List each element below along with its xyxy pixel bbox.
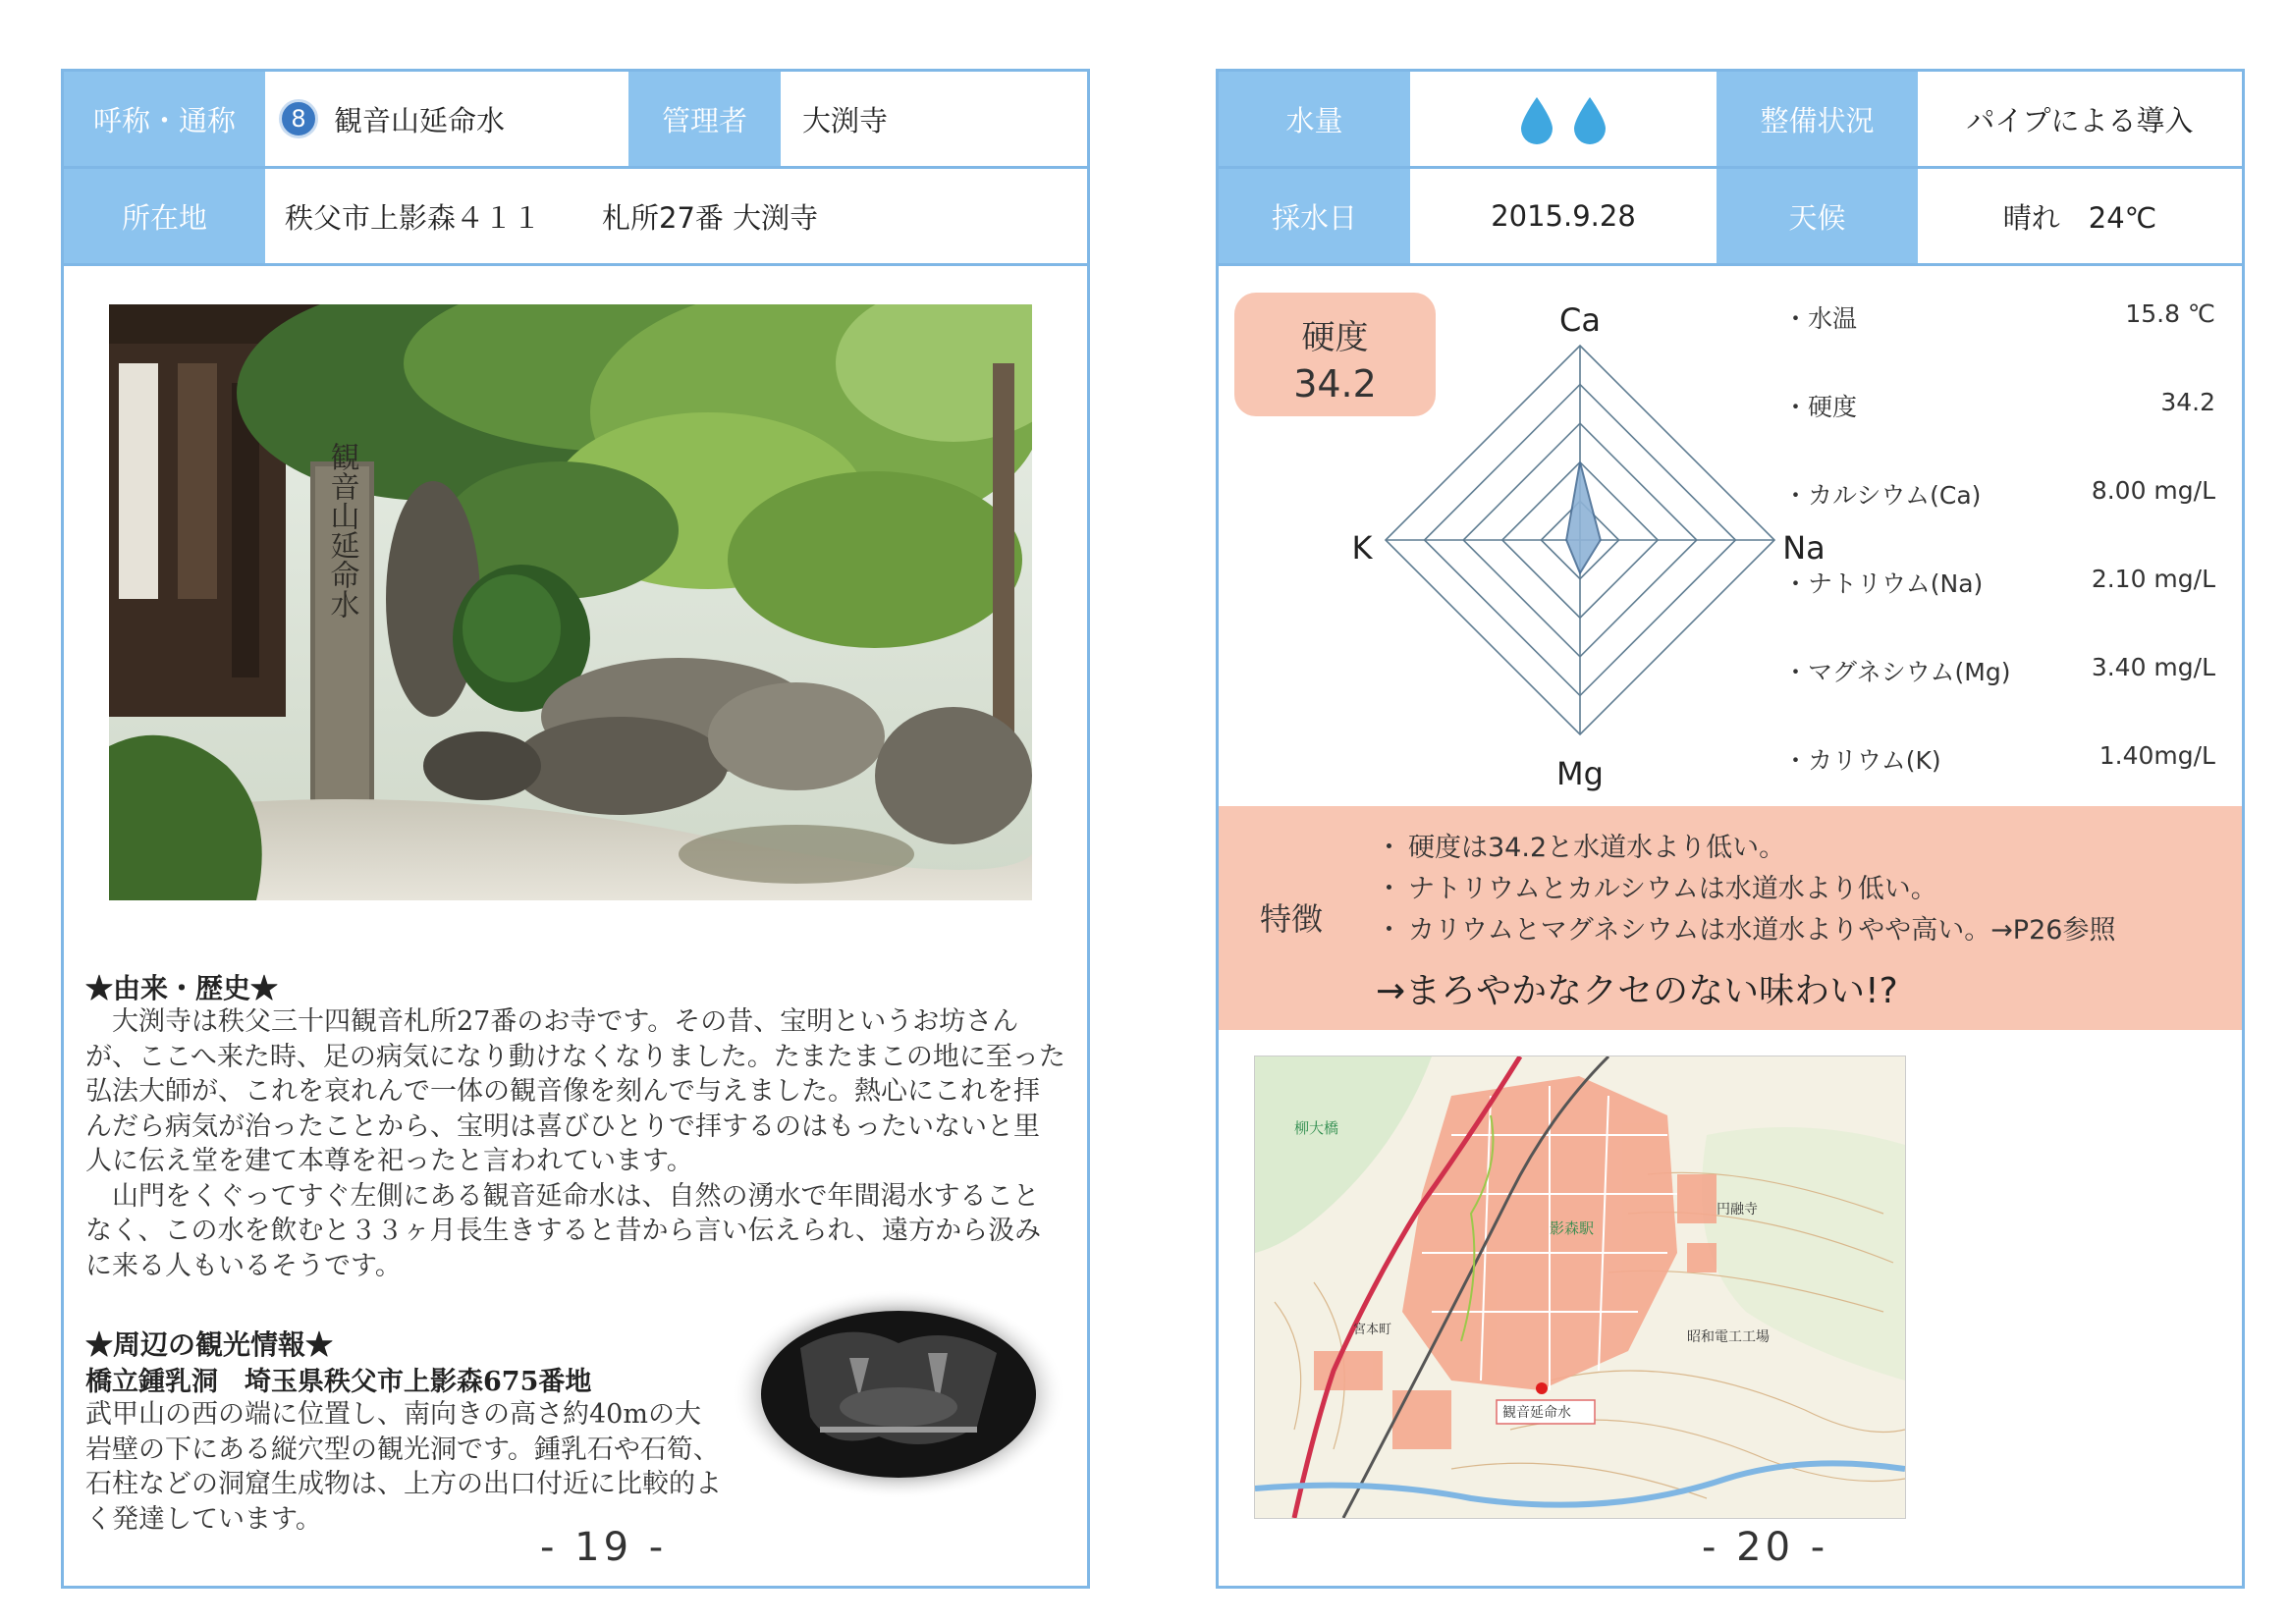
- feature-item: ・ ナトリウムとカルシウムは水道水より低い。: [1376, 874, 1937, 904]
- date-label: 採水日: [1219, 169, 1410, 263]
- features-conclusion: →まろやかなクセのない味わい!?: [1376, 971, 1898, 1011]
- stat-row: [1783, 476, 2215, 565]
- location-value-cell: [265, 169, 1087, 263]
- stat-value: 3.40 mg/L: [2091, 653, 2215, 681]
- map-label-bridge: 柳大橋: [1294, 1119, 1339, 1137]
- spring-number-badge: 8: [279, 99, 318, 138]
- radar-label-ca: Ca: [1559, 301, 1601, 339]
- radar-label-k: K: [1351, 529, 1373, 567]
- tourism-subtitle: 橋立鍾乳洞 埼玉県秩父市上影森675番地: [85, 1367, 592, 1397]
- radar-data-polygon: [1566, 462, 1601, 573]
- stat-value: 34.2: [2160, 388, 2215, 416]
- weather-value: 晴れ 24℃: [1918, 169, 2242, 263]
- map-label-station: 影森駅: [1550, 1219, 1595, 1237]
- stat-value: 1.40mg/L: [2098, 741, 2215, 770]
- tourism-text: 武甲山の西の端に位置し、南向きの高さ約40mの大岩壁の下にある縦穴型の観光洞です。鍾乳石や石筍、石柱などの洞窟生成物は、上方の出口付近に比較的よく発達しています。: [85, 1399, 722, 1535]
- page-19: [61, 69, 1090, 1589]
- manager-value: 大渕寺: [781, 72, 1087, 166]
- radar-label-mg: Mg: [1556, 755, 1604, 792]
- feature-item: ・ カリウムとマグネシウムは水道水よりやや高い。→P26参照: [1376, 915, 2116, 946]
- map-label-temple: 円融寺: [1717, 1202, 1758, 1218]
- location-temple: 札所27番 大渕寺: [602, 200, 819, 235]
- volume-label: 水量: [1219, 72, 1410, 166]
- stat-name: ・ナトリウム(Na): [1783, 569, 1984, 598]
- stat-name: ・水温: [1783, 304, 1858, 333]
- map-label-town: 宮本町: [1353, 1323, 1392, 1337]
- page-number-left: - 19 -: [540, 1525, 668, 1570]
- header-row-date: [1219, 169, 2242, 266]
- cave-photo: [732, 1289, 1065, 1500]
- hardness-box-value: 34.2: [1293, 362, 1377, 406]
- history-paragraph-2: 山門をくぐってすぐ左側にある観音延命水は、自然の湧水で年間渇水することなく、この水を飲むと３３ヶ月長生きすると昔から言い伝えられ、遠方から汲みに来る人もいるそうです。: [85, 1180, 1042, 1281]
- stat-list: [1783, 299, 2215, 830]
- history-title: ★由来・歴史★: [85, 972, 279, 1004]
- map-label-factory: 昭和電工工場: [1687, 1329, 1770, 1345]
- stat-name: ・マグネシウム(Mg): [1783, 658, 2011, 686]
- tourism-title: ★周辺の観光情報★: [85, 1328, 334, 1361]
- stat-value: 15.8 ℃: [2125, 299, 2215, 328]
- features-label: 特徴: [1260, 900, 1324, 938]
- mineral-radar-chart: [1297, 283, 1847, 793]
- volume-value: [1410, 72, 1717, 166]
- stat-row: [1783, 299, 2215, 388]
- feature-item: ・ 硬度は34.2と水道水より低い。: [1376, 833, 1786, 863]
- spring-location-marker: [1536, 1382, 1548, 1394]
- hardness-box-label: 硬度: [1301, 318, 1369, 357]
- history-paragraph-1: 大渕寺は秩父三十四観音札所27番のお寺です。その昔、宝明というお坊さんが、ここへ来た時、足の病気になり動けなくなりました。たまたまこの地に至った弘法大師が、これを哀れんで一体の観音像を刻んで与えました。熱心にこれを拝んだら病気が治ったことから、宝明は喜びひとりで拝するのはもったいないと里人に伝え堂を建て本尊を祀ったと言われています。: [85, 1006, 1065, 1176]
- stat-value: 2.10 mg/L: [2091, 565, 2215, 593]
- water-volume-drops: [1509, 89, 1617, 148]
- map-illustration: [1255, 1056, 1905, 1518]
- stat-name: ・カルシウム(Ca): [1783, 481, 1982, 510]
- status-value: パイプによる導入: [1918, 72, 2242, 166]
- spring-name: 観音山延命水: [334, 103, 506, 137]
- stat-row: [1783, 388, 2215, 476]
- stat-name: ・硬度: [1783, 393, 1858, 421]
- radar-label-na: Na: [1782, 529, 1826, 567]
- location-label: 所在地: [64, 169, 265, 263]
- stat-value: 8.00 mg/L: [2091, 476, 2215, 505]
- header-row-name: [64, 72, 1087, 169]
- status-label: 整備状況: [1717, 72, 1918, 166]
- water-drop-icon: [1521, 97, 1553, 144]
- name-label: 呼称・通称: [64, 72, 265, 166]
- features-panel: [1219, 806, 2242, 1030]
- garden-illustration: [109, 304, 1032, 900]
- features-list: [1376, 828, 2115, 951]
- monument-inscription: 観音山延命水: [324, 442, 359, 619]
- location-map: [1254, 1056, 1906, 1519]
- page-number-right: - 20 -: [1702, 1525, 1829, 1570]
- page-20: [1216, 69, 2245, 1589]
- location-address: 秩父市上影森４１１: [285, 200, 542, 235]
- map-label-spring: 観音延命水: [1502, 1405, 1571, 1421]
- water-drop-icon: [1574, 97, 1606, 144]
- spring-photo: [109, 304, 1032, 900]
- cave-illustration: [732, 1289, 1065, 1500]
- name-value-cell: [265, 72, 628, 166]
- stat-row: [1783, 653, 2215, 741]
- history-text: [85, 1004, 1065, 1283]
- header-row-location: [64, 169, 1087, 266]
- manager-label: 管理者: [628, 72, 781, 166]
- stat-name: ・カリウム(K): [1783, 746, 1941, 775]
- date-value: 2015.9.28: [1410, 169, 1717, 263]
- stat-row: [1783, 565, 2215, 653]
- header-row-volume: [1219, 72, 2242, 169]
- weather-label: 天候: [1717, 169, 1918, 263]
